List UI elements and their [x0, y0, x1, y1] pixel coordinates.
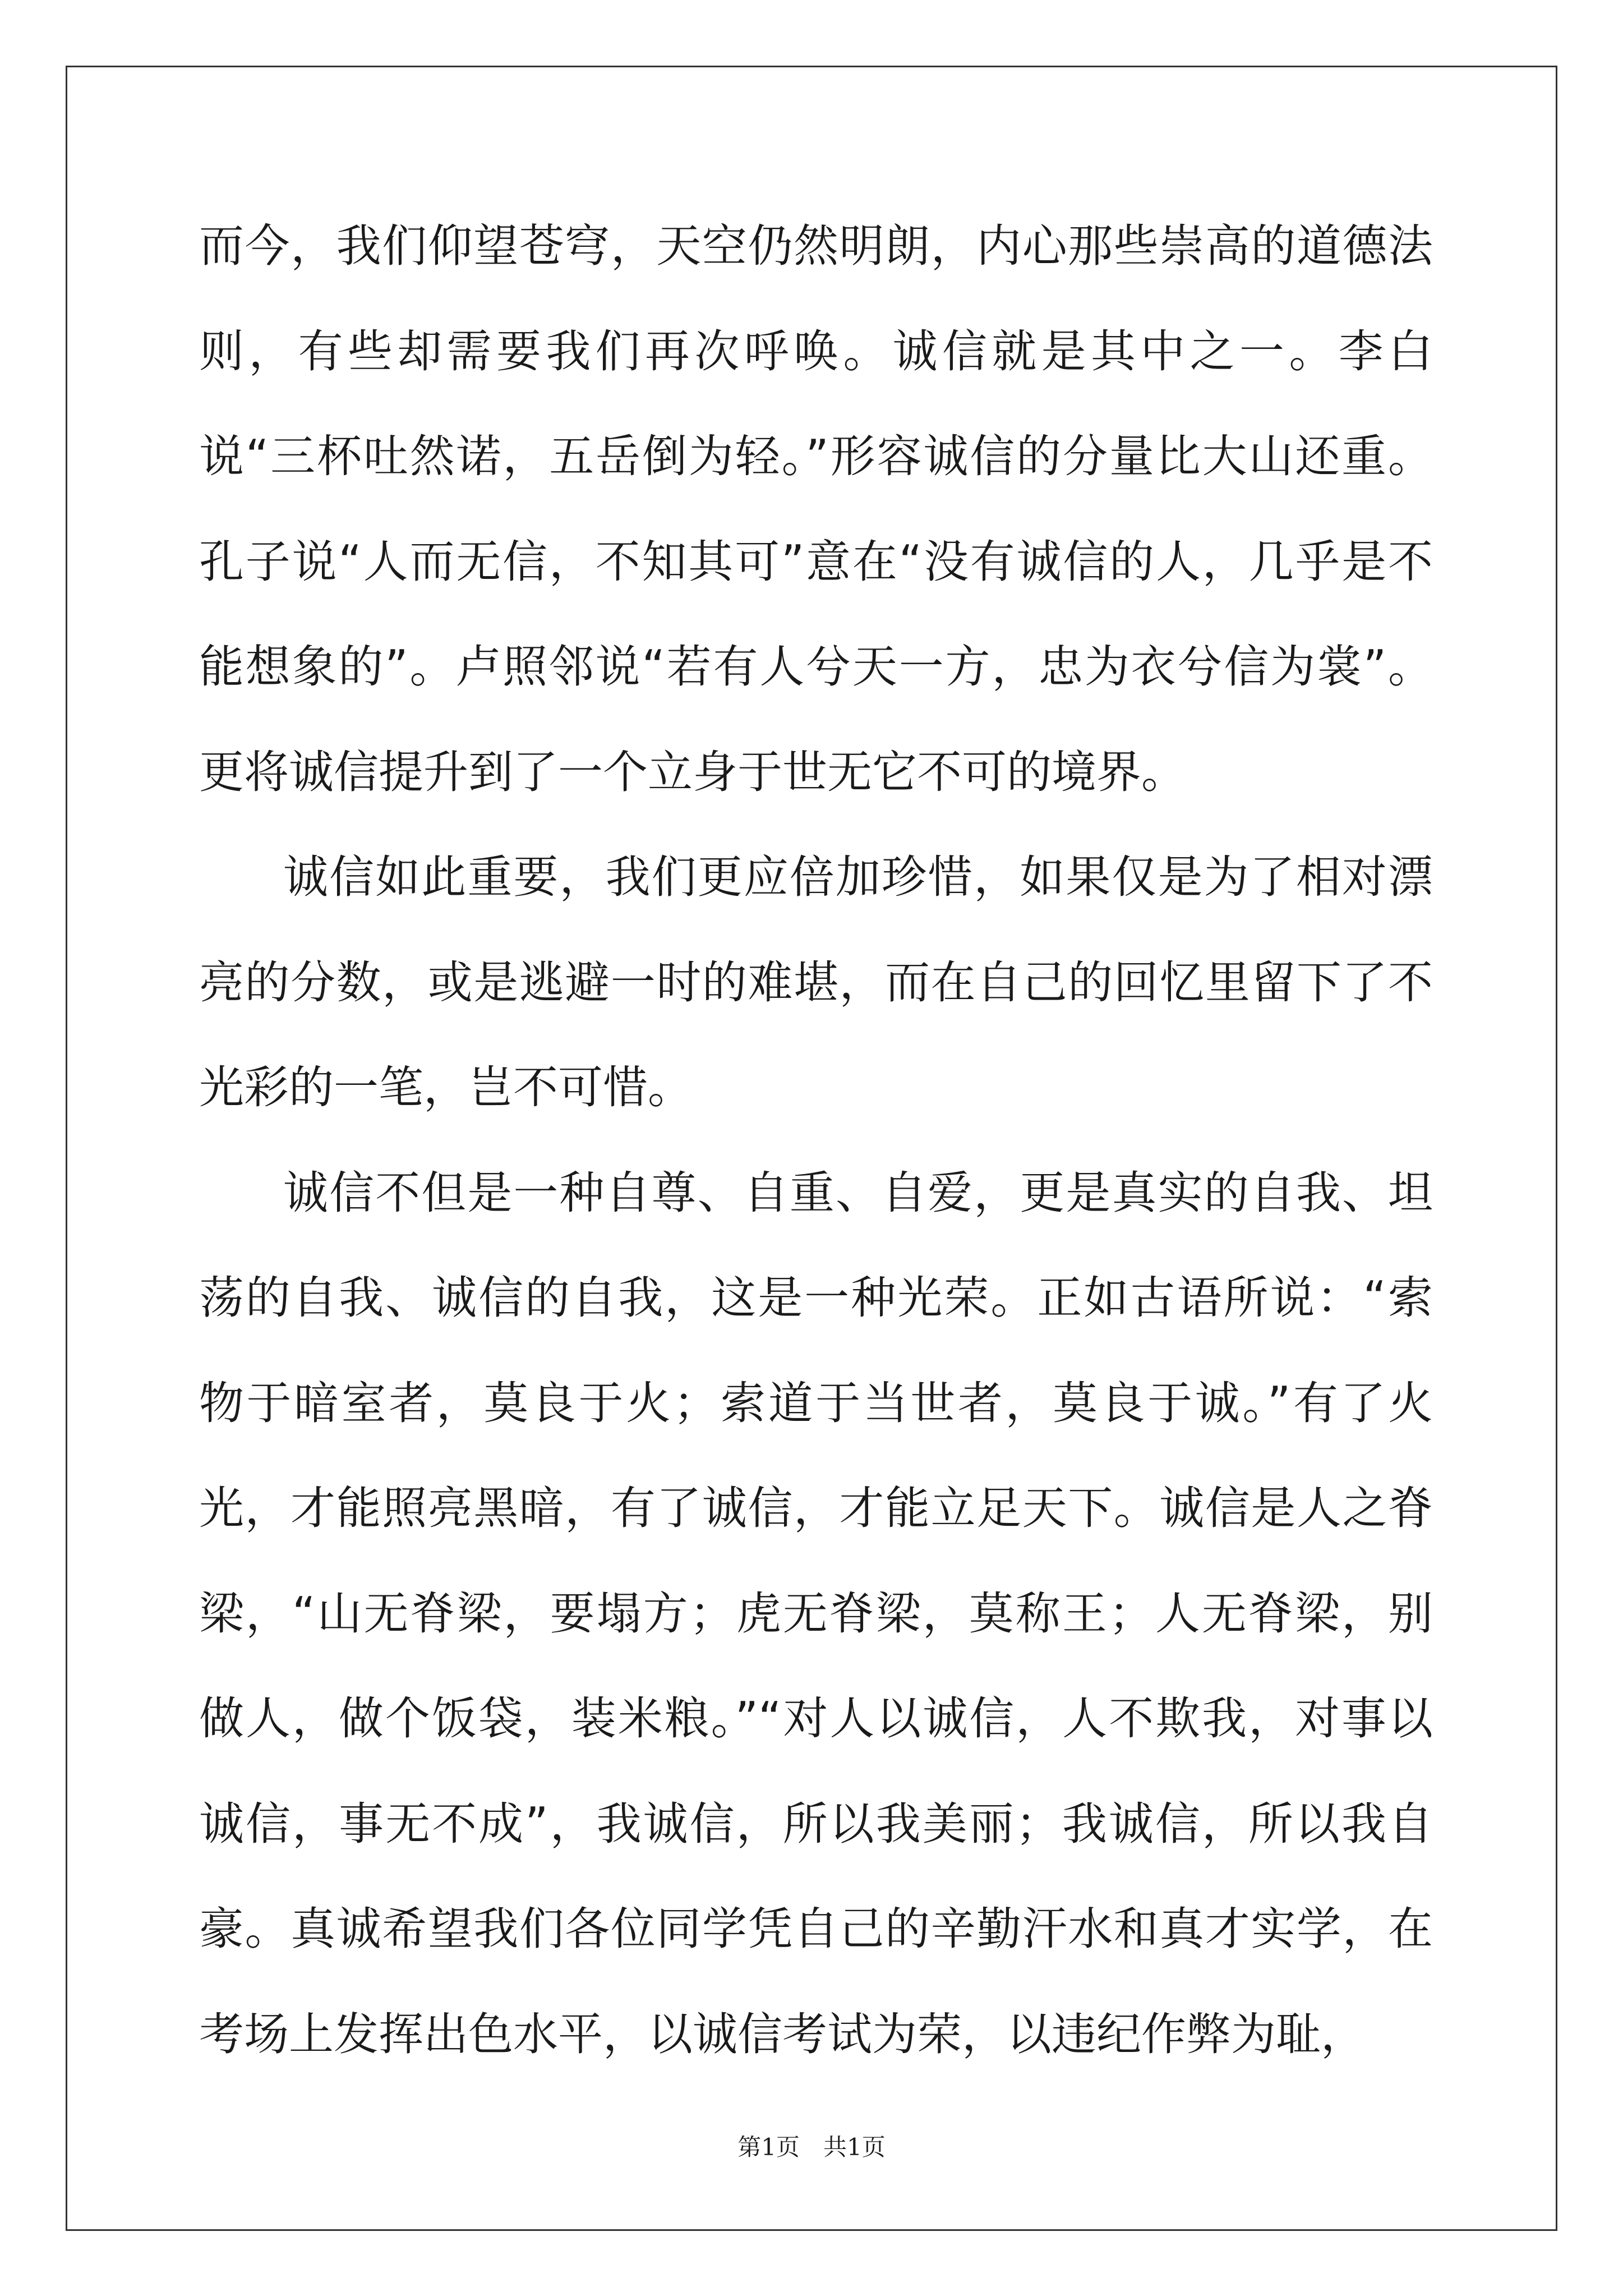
paragraph-2: 诚信如此重要，我们更应倍加珍惜，如果仅是为了相对漂亮的分数，或是逃避一时的难堪，而在自己的回忆里留下了不光彩的一笔，岂不可惜。	[199, 851, 1433, 1114]
paragraph-1: 而今，我们仰望苍穹，天空仍然明朗，内心那些崇高的道德法则，有些却需要我们再次呼唤。诚信就是其中之一。李白说“三杯吐然诺，五岳倒为轻。”形容诚信的分量比大山还重。孔子说“人而无信，不知其可”意在“没有诚信的人，几乎是不能想象的”。卢照邻说“若有人兮天一方，忠为衣兮信为裳”。更将诚信提升到了一个立身于世无它不可的境界。	[199, 220, 1433, 798]
document-body	[199, 194, 1433, 2087]
paragraph-3: 诚信不但是一种自尊、自重、自爱，更是真实的自我、坦荡的自我、诚信的自我，这是一种光荣。正如古语所说：“索物于暗室者，莫良于火；索道于当世者，莫良于诚。”有了火光，才能照亮黑暗，有了诚信，才能立足天下。诚信是人之脊梁，“山无脊梁，要塌方；虎无脊梁，莫称王；人无脊梁，别做人，做个饭袋，装米粮。”“对人以诚信，人不欺我，对事以诚信，事无不成”，我诚信，所以我美丽；我诚信，所以我自豪。真诚希望我们各位同学凭自己的辛勤汗水和真才实学，在考场上发挥出色水平，以诚信考试为荣，以违纪作弊为耻，	[199, 1166, 1433, 2060]
page-number-footer: 第1页 共1页	[737, 2133, 886, 2161]
